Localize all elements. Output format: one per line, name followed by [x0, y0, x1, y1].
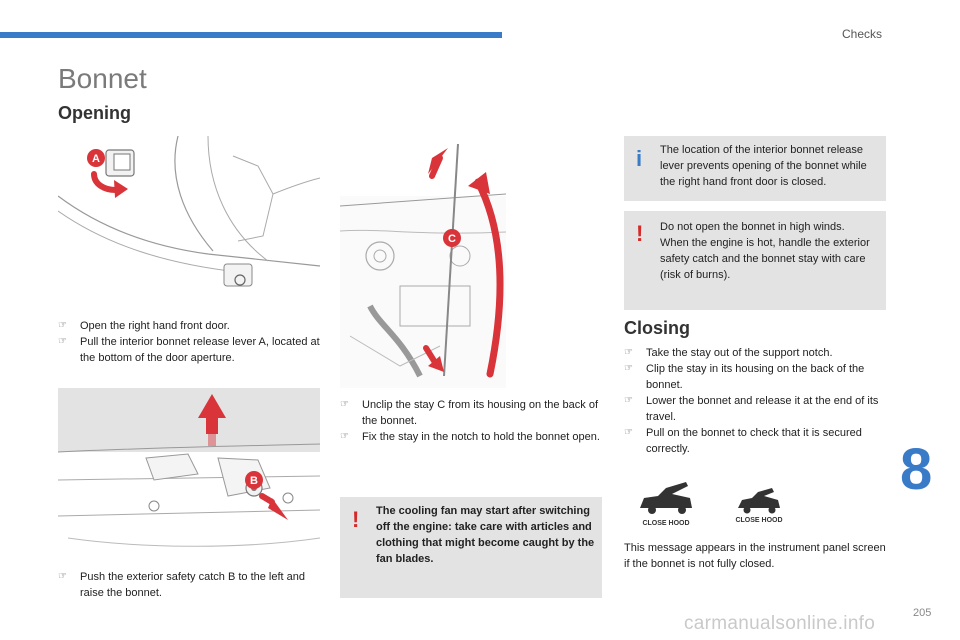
- exterior-steps: [58, 569, 320, 601]
- interior-lever-illustration: [58, 136, 320, 294]
- wind-warning-box: [624, 211, 886, 310]
- indicator-label: CLOSE HOOD: [735, 517, 783, 524]
- step-text: Pull on the bonnet to check that it is secured correctly.: [646, 427, 862, 455]
- list-item: [624, 393, 886, 425]
- info-icon: i: [636, 146, 643, 171]
- opening-heading: Opening: [58, 103, 131, 123]
- hand-pointer-icon: ☞: [340, 431, 349, 442]
- list-item: [58, 318, 320, 334]
- warning-icon: !: [352, 507, 360, 532]
- step-text: Take the stay out of the support notch.: [646, 347, 833, 359]
- step-text: Clip the stay in its housing on the back of the bonnet.: [646, 363, 865, 391]
- hand-pointer-icon: ☞: [340, 399, 349, 410]
- chapter-color-bar: [0, 32, 502, 38]
- section-name: Checks: [842, 27, 883, 41]
- hand-pointer-icon: ☞: [624, 395, 633, 406]
- closing-steps: [624, 345, 886, 457]
- step-text: Open the right hand front door.: [80, 320, 230, 332]
- list-item: [624, 345, 886, 361]
- chapter-number: 8: [900, 437, 933, 502]
- indicator-label: CLOSE HOOD: [642, 520, 690, 527]
- stay-steps: [340, 397, 602, 445]
- bonnet-open-indicator-small: [732, 484, 786, 526]
- info-note-box: [624, 136, 886, 201]
- step-text: Fix the stay in the notch to hold the bonnet open.: [362, 431, 600, 443]
- label-c: C: [448, 233, 456, 245]
- step-text: Lower the bonnet and release it at the end of its travel.: [646, 395, 879, 423]
- list-item: [340, 397, 602, 429]
- page-number: 205: [913, 607, 932, 619]
- hand-pointer-icon: ☞: [624, 427, 633, 438]
- page-title: Bonnet: [58, 63, 147, 94]
- step-text: Pull the interior bonnet release lever A, located at the bottom of the door aperture.: [80, 336, 320, 364]
- list-item: [58, 569, 320, 601]
- fan-warning-text: The cooling fan may start after switching off the engine: take care with articles and clothing that might become caught by the fan blades.: [376, 505, 595, 565]
- label-b: B: [250, 475, 258, 487]
- hand-pointer-icon: ☞: [58, 336, 67, 347]
- watermark: carmanualsonline.info: [684, 613, 876, 634]
- hand-pointer-icon: ☞: [58, 571, 67, 582]
- hand-pointer-icon: ☞: [624, 347, 633, 358]
- step-text: Unclip the stay C from its housing on the back of the bonnet.: [362, 399, 599, 427]
- list-item: [624, 361, 886, 393]
- info-note-text: The location of the interior bonnet release lever prevents opening of the bonnet while the right hand front door is closed.: [660, 144, 867, 188]
- bonnet-open-indicator-large: [636, 480, 696, 528]
- wind-warning-text: Do not open the bonnet in high winds. When the engine is hot, handle the exterior safety catch and the bonnet stay with care (risk of burns).: [660, 221, 870, 281]
- fan-warning-box: [340, 497, 602, 598]
- list-item: [58, 334, 320, 366]
- interior-steps: [58, 318, 320, 366]
- closing-message: This message appears in the instrument panel screen if the bonnet is not fully closed.: [624, 542, 886, 570]
- safety-catch-illustration: [58, 388, 320, 562]
- list-item: [624, 425, 886, 457]
- label-a: A: [92, 153, 100, 165]
- hand-pointer-icon: ☞: [624, 363, 633, 374]
- warning-icon: !: [636, 221, 644, 246]
- step-text: Push the exterior safety catch B to the left and raise the bonnet.: [80, 571, 306, 599]
- hand-pointer-icon: ☞: [58, 320, 67, 331]
- list-item: [340, 429, 602, 445]
- bonnet-stay-illustration: [340, 136, 506, 388]
- closing-heading: Closing: [624, 318, 690, 338]
